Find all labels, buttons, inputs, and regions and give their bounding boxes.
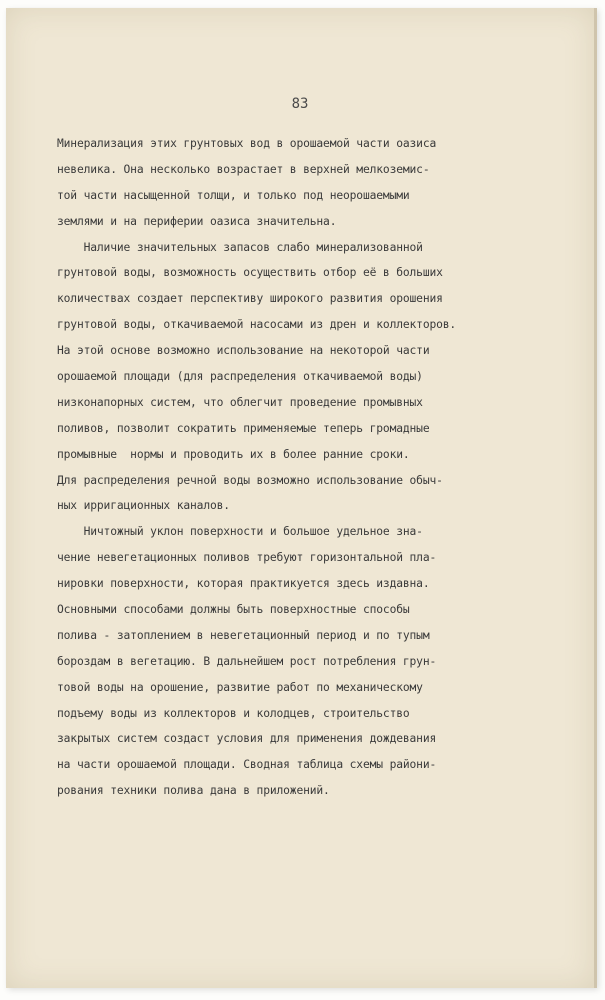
text-line: На этой основе возможно использование на некоторой части bbox=[57, 344, 430, 358]
text-line: Для распределения речной воды возможно использование обыч- bbox=[57, 473, 443, 487]
text-line: невелика. Она несколько возрастает в верхней мелкоземис- bbox=[57, 162, 430, 176]
text-line: нировки поверхности, которая практикуется здесь издавна. bbox=[57, 577, 430, 591]
paragraph-3 bbox=[57, 519, 552, 804]
text-line: на части орошаемой площади. Сводная таблица схемы райони- bbox=[57, 758, 437, 772]
text-line: закрытых систем создаст условия для применения дождевания bbox=[57, 732, 437, 746]
text-line: количествах создает перспективу широкого развития орошения bbox=[57, 292, 443, 306]
text-line: промывные нормы и проводить их в более ранние сроки. bbox=[57, 447, 410, 461]
text-line: Наличие значительных запасов слабо минерализованной bbox=[57, 240, 423, 254]
text-line: грунтовой воды, возможность осуществить отбор её в больших bbox=[57, 266, 443, 280]
text-line: грунтовой воды, откачиваемой насосами из дрен и коллекторов. bbox=[57, 318, 457, 332]
document-page bbox=[6, 8, 597, 988]
text-line: чение невегетационных поливов требуют горизонтальной пла- bbox=[57, 551, 437, 565]
text-line: Основными способами должны быть поверхностные способы bbox=[57, 603, 410, 617]
text-line: низконапорных систем, что облегчит проведение промывных bbox=[57, 395, 423, 409]
text-line: товой воды на орошение, развитие работ по механическому bbox=[57, 680, 423, 694]
text-line: ных ирригационных каналов. bbox=[57, 499, 230, 513]
text-line: полива - затоплением в невегетационный период и по тупым bbox=[57, 628, 430, 642]
text-line: подъему воды из коллекторов и колодцев, строительство bbox=[57, 706, 410, 720]
text-line: бороздам в вегетацию. В дальнейшем рост потребления грун- bbox=[57, 654, 437, 668]
text-line: Минерализация этих грунтовых вод в орошаемой части оазиса bbox=[57, 137, 437, 150]
text-line: поливов, позволит сократить применяемые теперь громадные bbox=[57, 421, 430, 435]
paragraph-2 bbox=[57, 235, 552, 520]
text-line: землями и на периферии оазиса значительна. bbox=[57, 214, 337, 228]
paragraph-1 bbox=[57, 131, 552, 235]
text-line: орошаемой площади (для распределения откачиваемой воды) bbox=[57, 370, 423, 384]
text-line: Ничтожный уклон поверхности и большое удельное зна- bbox=[57, 525, 423, 539]
text-line: рования техники полива дана в приложений. bbox=[57, 784, 330, 798]
body-text bbox=[57, 131, 552, 804]
text-line: той части насыщенной толщи, и только под неорошаемыми bbox=[57, 188, 410, 202]
page-number: 83 bbox=[291, 96, 309, 112]
